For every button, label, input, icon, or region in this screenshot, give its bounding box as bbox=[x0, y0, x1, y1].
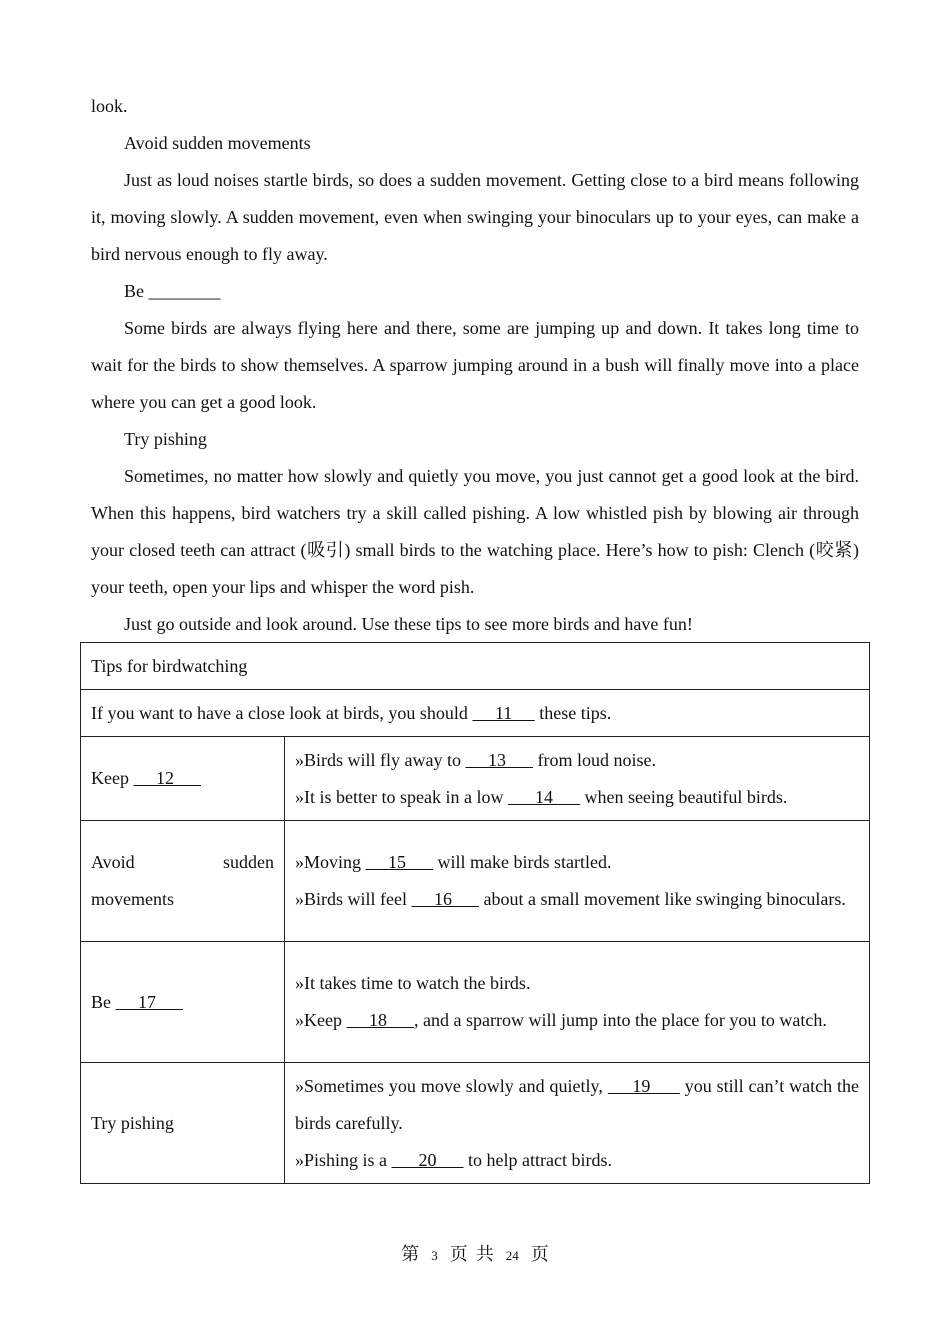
blank-14[interactable]: 14 bbox=[507, 786, 580, 807]
bullet-line: »Sometimes you move slowly and quietly, 19 you still can’t watch the birds carefully. bbox=[295, 1075, 859, 1133]
paragraph-avoid: Just as loud noises startle birds, so does a sudden movement. Getting close to a bird means following it, moving slowly. A sudden movement, even when swinging your binoculars up to your eyes, can make a bird nervous enough to fly away. bbox=[91, 170, 859, 264]
bullet-line: »Birds will feel 16 about a small movement like swinging binoculars. bbox=[295, 889, 846, 909]
footer-char: 页 bbox=[530, 1244, 549, 1264]
footer-char: 第 bbox=[401, 1244, 420, 1264]
footer-char: 页 bbox=[449, 1244, 468, 1264]
table-intro-row bbox=[81, 690, 870, 737]
row-label-avoid: Avoid sudden movements bbox=[81, 821, 285, 942]
blank-17[interactable]: 17 bbox=[115, 991, 183, 1012]
row-content bbox=[285, 942, 870, 1063]
table-title: Tips for birdwatching bbox=[81, 643, 870, 690]
blank-13[interactable]: 13 bbox=[465, 749, 533, 770]
blank-15[interactable]: 15 bbox=[365, 852, 434, 872]
tips-table bbox=[80, 642, 870, 1184]
bullet-line: »Moving 15 will make birds startled. bbox=[295, 852, 612, 872]
blank-20[interactable]: 20 bbox=[391, 1149, 464, 1170]
bullet-line: »Keep 18 , and a sparrow will jump into the place for you to watch. bbox=[295, 1010, 827, 1030]
paragraph-closing: Just go outside and look around. Use these tips to see more birds and have fun! bbox=[124, 614, 693, 634]
table-intro: If you want to have a close look at birds, you should 11 these tips. bbox=[81, 690, 870, 737]
row-label-keep: Keep 12 bbox=[81, 737, 285, 821]
bullet-line: »Pishing is a 20 to help attract birds. bbox=[295, 1149, 612, 1170]
paragraph-continuation: look. bbox=[91, 96, 128, 116]
table-row bbox=[81, 942, 870, 1063]
passage bbox=[91, 88, 859, 643]
bullet-line: »It is better to speak in a low 14 when seeing beautiful birds. bbox=[295, 786, 788, 807]
page-footer bbox=[0, 1240, 950, 1266]
table-title-row bbox=[81, 643, 870, 690]
table-row bbox=[81, 821, 870, 942]
heading-be-blank: Be ________ bbox=[124, 281, 221, 301]
row-label-try-pishing: Try pishing bbox=[81, 1063, 285, 1184]
table-row bbox=[81, 737, 870, 821]
row-content bbox=[285, 821, 870, 942]
row-content bbox=[285, 737, 870, 821]
table-row bbox=[81, 1063, 870, 1184]
blank-19[interactable]: 19 bbox=[607, 1075, 680, 1096]
heading-avoid-sudden-movements: Avoid sudden movements bbox=[124, 133, 311, 153]
blank-18[interactable]: 18 bbox=[346, 1010, 414, 1030]
paragraph-be: Some birds are always flying here and there, some are jumping up and down. It takes long time to wait for the birds to show themselves. A sparrow jumping around in a bush will finally move into a place where you can get a good look. bbox=[91, 318, 859, 412]
page-number: 3 bbox=[431, 1248, 438, 1263]
paragraph-try-pishing: Sometimes, no matter how slowly and quietly you move, you just cannot get a good look at the bird. When this happens, bird watchers try a skill called pishing. A low whistled pish by blowing air through your closed teeth can attract (吸引) small birds to the watching place. Here’s how to pish: Clench (咬紧) your teeth, open your lips and whisper the word pish. bbox=[91, 466, 859, 597]
footer-char: 共 bbox=[475, 1244, 494, 1264]
blank-16[interactable]: 16 bbox=[411, 889, 479, 909]
bullet-line: »Birds will fly away to 13 from loud noise. bbox=[295, 749, 656, 770]
row-label-be: Be 17 bbox=[81, 942, 285, 1063]
row-content bbox=[285, 1063, 870, 1184]
heading-try-pishing: Try pishing bbox=[124, 429, 207, 449]
page-total: 24 bbox=[505, 1248, 519, 1263]
bullet-line: »It takes time to watch the birds. bbox=[295, 973, 531, 993]
blank-11[interactable]: 11 bbox=[472, 702, 535, 723]
blank-12[interactable]: 12 bbox=[133, 768, 201, 788]
